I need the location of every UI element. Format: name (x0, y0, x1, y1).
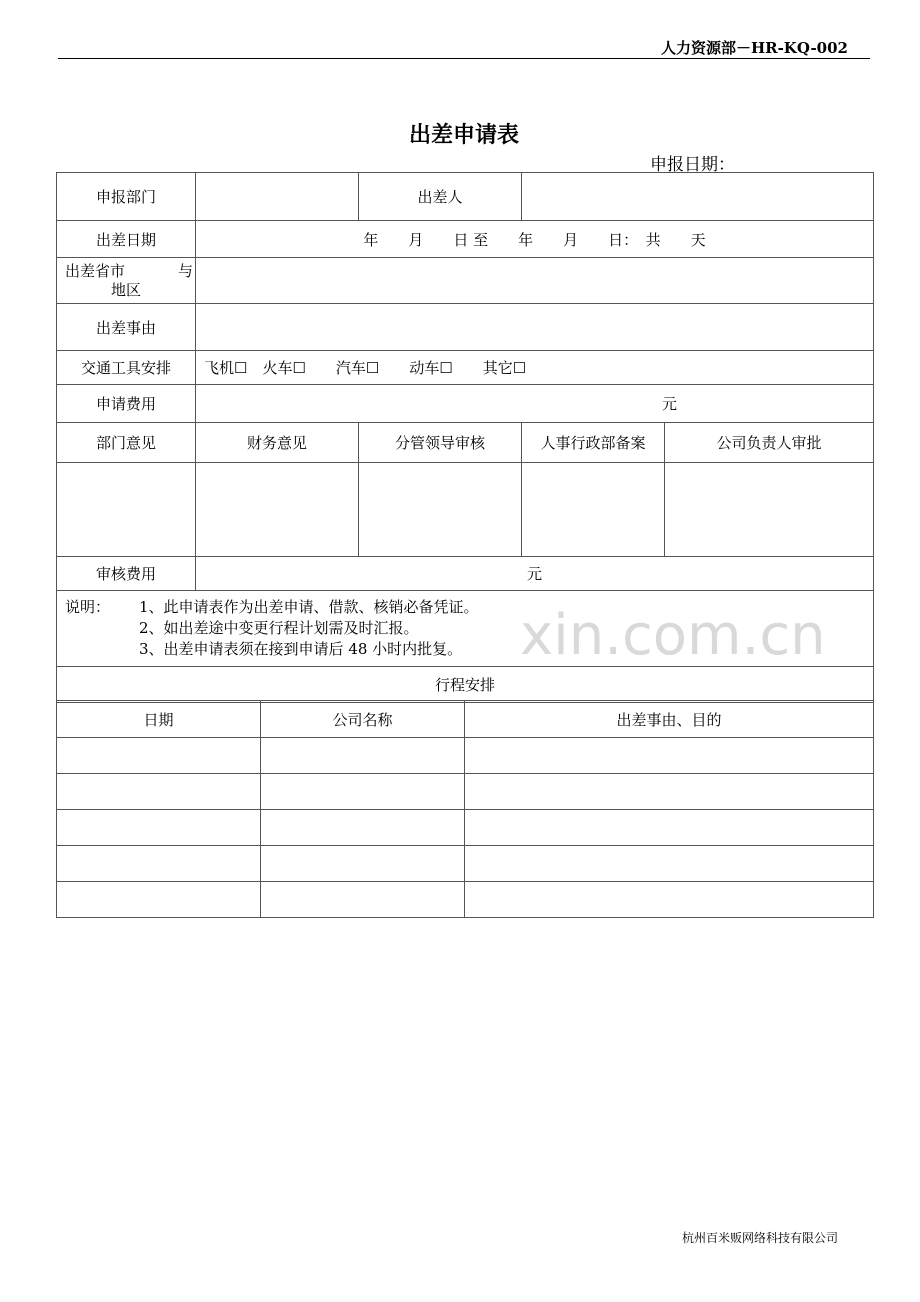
traveler-label: 出差人 (359, 173, 522, 221)
itinerary-purpose-cell[interactable] (465, 810, 874, 846)
form-row-dept (57, 173, 874, 221)
document-code: 人力资源部－HR-KQ-002 (660, 39, 848, 57)
approval-field-hr[interactable] (522, 463, 665, 557)
reason-label: 出差事由 (57, 304, 196, 351)
note-item: 2、如出差途中变更行程计划需及时汇报。 (139, 619, 419, 637)
traveler-field[interactable] (522, 173, 874, 221)
form-row-region (57, 258, 874, 304)
itinerary-date-cell[interactable] (57, 810, 261, 846)
approval-field-finance[interactable] (196, 463, 359, 557)
table-row (57, 738, 874, 774)
page-title: 出差申请表 (408, 123, 519, 148)
itinerary-company-cell[interactable] (261, 882, 465, 918)
reason-field[interactable] (196, 304, 874, 351)
approval-field-leader[interactable] (359, 463, 522, 557)
audit-fee-field[interactable] (196, 557, 874, 591)
transport-label: 交通工具安排 (57, 351, 196, 385)
approval-field-ceo[interactable] (665, 463, 874, 557)
itinerary-purpose-cell[interactable] (465, 846, 874, 882)
itinerary-header-row (57, 701, 874, 738)
region-label-a: 出差省市 (65, 261, 126, 280)
notes-label: 说明： (65, 598, 111, 616)
footer-company: 杭州百米贩网络科技有限公司 (682, 1231, 839, 1245)
itinerary-header-purpose: 出差事由、目的 (465, 701, 874, 738)
note-item: 3、出差申请表须在接到申请后 48 小时内批复。 (139, 640, 463, 658)
itinerary-header-date: 日期 (57, 701, 261, 738)
itinerary-company-cell[interactable] (261, 738, 465, 774)
approval-input-row (57, 463, 874, 557)
watermark: xin.com.cn (520, 603, 826, 668)
approval-header-dept: 部门意见 (57, 423, 196, 463)
table-row (57, 846, 874, 882)
itinerary-date-cell[interactable] (57, 774, 261, 810)
dept-field[interactable] (196, 173, 359, 221)
form-row-reason (57, 304, 874, 351)
itinerary-company-cell[interactable] (261, 846, 465, 882)
approval-header-row (57, 423, 874, 463)
table-row (57, 774, 874, 810)
itinerary-purpose-cell[interactable] (465, 774, 874, 810)
region-label (57, 258, 196, 304)
itinerary-title-row (57, 667, 874, 703)
itinerary-date-cell[interactable] (57, 738, 261, 774)
itinerary-header-company: 公司名称 (261, 701, 465, 738)
form-row-date (57, 221, 874, 258)
itinerary-table (56, 700, 874, 918)
itinerary-purpose-cell[interactable] (465, 882, 874, 918)
region-label-b: 与 (177, 261, 193, 280)
itinerary-company-cell[interactable] (261, 810, 465, 846)
audit-fee-unit: 元 (526, 565, 542, 583)
audit-fee-label: 审核费用 (57, 557, 196, 591)
region-field[interactable] (196, 258, 874, 304)
fee-unit: 元 (661, 395, 677, 413)
table-row (57, 810, 874, 846)
itinerary-date-cell[interactable] (57, 882, 261, 918)
header-divider (58, 58, 870, 59)
itinerary-title: 行程安排 (57, 667, 874, 703)
itinerary-company-cell[interactable] (261, 774, 465, 810)
itinerary-date-cell[interactable] (57, 846, 261, 882)
fee-label: 申请费用 (57, 385, 196, 423)
note-item: 1、此申请表作为出差申请、借款、核销必备凭证。 (139, 598, 479, 616)
date-label: 出差日期 (57, 221, 196, 258)
form-row-fee (57, 385, 874, 423)
transport-options[interactable]: 飞机☐ 火车☐ 汽车☐ 动车☐ 其它☐ (196, 351, 874, 385)
approval-header-finance: 财务意见 (196, 423, 359, 463)
approval-field-dept[interactable] (57, 463, 196, 557)
form-row-audit-fee (57, 557, 874, 591)
approval-header-ceo: 公司负责人审批 (665, 423, 874, 463)
approval-header-hr: 人事行政部备案 (522, 423, 665, 463)
date-field[interactable]: 年 月 日 至 年 月 日： 共 天 (196, 221, 874, 258)
form-row-transport (57, 351, 874, 385)
dept-label: 申报部门 (57, 173, 196, 221)
table-row (57, 882, 874, 918)
fee-field[interactable] (196, 385, 874, 423)
report-date-label: 申报日期： (650, 155, 735, 175)
itinerary-purpose-cell[interactable] (465, 738, 874, 774)
region-label-c: 地区 (110, 280, 141, 299)
approval-header-leader: 分管领导审核 (359, 423, 522, 463)
